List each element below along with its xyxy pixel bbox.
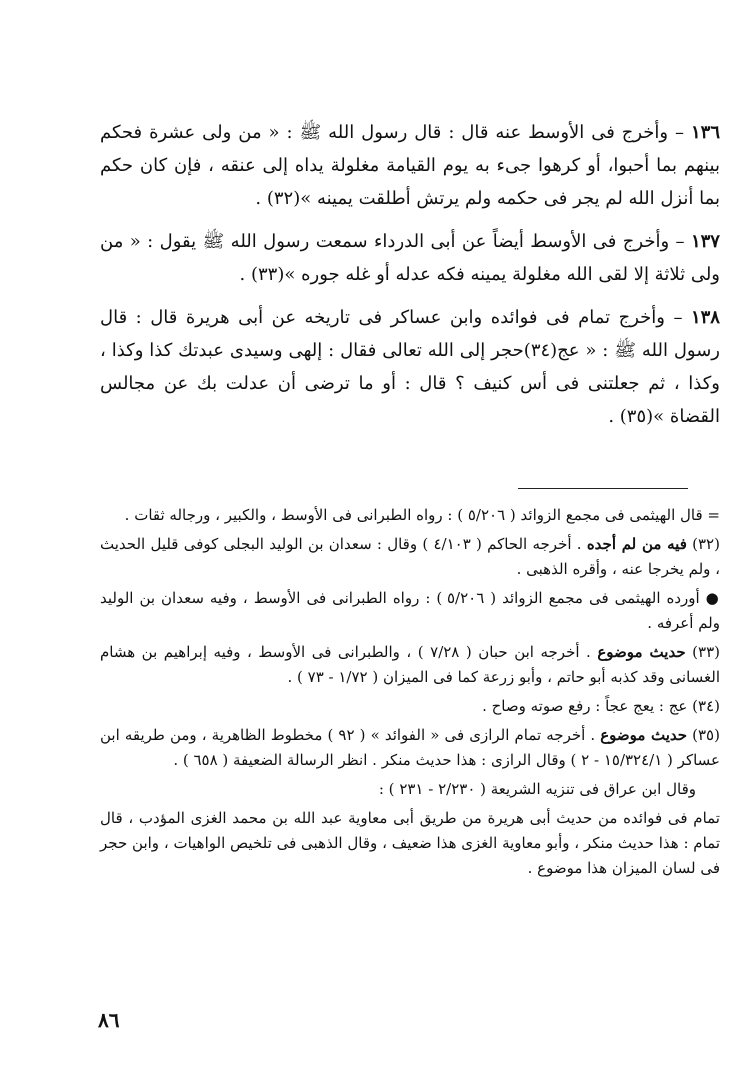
footnote-tamam: تمام فى فوائده من حديث أبى هريرة من طريق أبى معاوية عبد الله بن محمد الغزى المؤدب ، قال تمام : هذا حديث منكر ، وأبو معاوية الغزى هذا ضعيف ، وقال الذهبى فى تلخيص الواهيات ، وابن حجر فى لسان الميزان هذا موضوع .	[100, 809, 720, 877]
hadith-text: وأخرج فى الأوسط أيضاً عن أبى الدرداء سمعت رسول الله ﷺ يقول : « من ولى ثلاثة إلا لقى الله مغلولة يمينه فكه عدله أو غله جوره »(٣٣) .	[100, 231, 720, 285]
hadith-136: ١٣٦ – وأخرج فى الأوسط عنه قال : قال رسول الله ﷺ : « من ولى عشرة فحكم بينهم بما أحبوا، أو كرهوا جىء به يوم القيامة مغلولة يداه إلى عنقه ، فإن كان حكم بما أنزل الله لم يجر فى حكمه ولم يرتش أطلقت يمينه »(٣٢) .	[100, 122, 720, 209]
hadith-number: ١٣٨	[690, 307, 720, 328]
footnote-iraq: وقال ابن عراق فى تنزيه الشريعة ( ٢/٢٣٠ - ٢٣١ ) :	[378, 780, 696, 798]
footnote-number: (٣٤)	[692, 697, 720, 715]
footnote-32-extra: ● أورده الهيثمى فى مجمع الزوائد ( ٥/٢٠٦ ) : رواه الطبرانى فى الأوسط ، وفيه سعدان بن الوليد ولم أعرفه .	[100, 589, 720, 632]
footnote-text: عج : يعج عجاً : رفع صوته وصاح .	[482, 697, 688, 715]
page-number: ٨٦	[98, 1008, 120, 1032]
footnote-number: (٣٣)	[692, 643, 720, 661]
footnote-32	[100, 532, 720, 582]
footnote-grade: حديث موضوع	[597, 643, 686, 661]
hadith-137: ١٣٧ – وأخرج فى الأوسط أيضاً عن أبى الدرداء سمعت رسول الله ﷺ يقول : « من ولى ثلاثة إلا لقى الله مغلولة يمينه فكه عدله أو غله جوره »(٣٣) .	[100, 231, 720, 285]
hadith-text: وأخرج تمام فى فوائده وابن عساكر فى تاريخه عن أبى هريرة قال : قال رسول الله ﷺ : « عج(٣٤)حجر إلى الله تعالى فقال : إلهى وسيدى عبدتك كذا وكذا ، وكذا ، ثم جعلتنى فى أس كنيف ؟ قال : أو ما ترضى أن عدلت بك عن مجالس القضاة »(٣٥) .	[100, 307, 720, 427]
footnote-text: . أخرجه تمام الرازى فى « الفوائد » ( ٩٢ ) مخطوط الظاهرية ، ومن طريقه ابن عساكر ( ١٥/٣٢٤/١ - ٢ ) وقال الرازى : هذا حديث منكر . انظر الرسالة الضعيفة ( ٦٥٨ ) .	[100, 726, 720, 769]
footnote-grade: فيه من لم أجده	[586, 535, 687, 553]
footnote-text: . أخرجه الحاكم ( ٤/١٠٣ ) وقال : سعدان بن الوليد البجلى كوفى قليل الحديث ، ولم يخرجا عنه ، وأقره الذهبى .	[100, 535, 720, 578]
footnote-33	[100, 640, 720, 690]
footnotes	[100, 503, 720, 885]
footnote-number: (٣٢)	[692, 535, 720, 553]
footnote-divider	[518, 488, 688, 489]
footnote-grade: حديث موضوع	[600, 726, 688, 744]
hadith-number: ١٣٧	[690, 231, 720, 252]
main-text	[100, 116, 720, 443]
footnote-35	[100, 723, 720, 773]
hadith-number: ١٣٦	[690, 122, 720, 143]
hadith-138: ١٣٨ – وأخرج تمام فى فوائده وابن عساكر فى تاريخه عن أبى هريرة قال : قال رسول الله ﷺ : « عج(٣٤)حجر إلى الله تعالى فقال : إلهى وسيدى عبدتك كذا وكذا ، وكذا ، ثم جعلتنى فى أس كنيف ؟ قال : أو ما ترضى أن عدلت بك عن مجالس القضاة »(٣٥) .	[100, 307, 720, 427]
hadith-text: وأخرج فى الأوسط عنه قال : قال رسول الله ﷺ : « من ولى عشرة فحكم بينهم بما أحبوا، أو كرهوا جىء به يوم القيامة مغلولة يداه إلى عنقه ، فإن كان حكم بما أنزل الله لم يجر فى حكمه ولم يرتش أطلقت يمينه »(٣٢) .	[100, 122, 720, 209]
footnote-text: . أخرجه ابن حبان ( ٧/٢٨ ) ، والطبرانى فى الأوسط ، وفيه إبراهيم بن هشام الغسانى وقد كذبه أبو حاتم ، وأبو زرعة كما فى الميزان ( ١/٧٢ - ٧٣ ) .	[100, 643, 720, 686]
footnote-continuation: = قال الهيثمى فى مجمع الزوائد ( ٥/٢٠٦ ) : رواه الطبرانى فى الأوسط ، والكبير ، ورجاله ثقات .	[124, 506, 720, 524]
footnote-number: (٣٥)	[692, 726, 720, 744]
footnote-34	[100, 694, 720, 719]
